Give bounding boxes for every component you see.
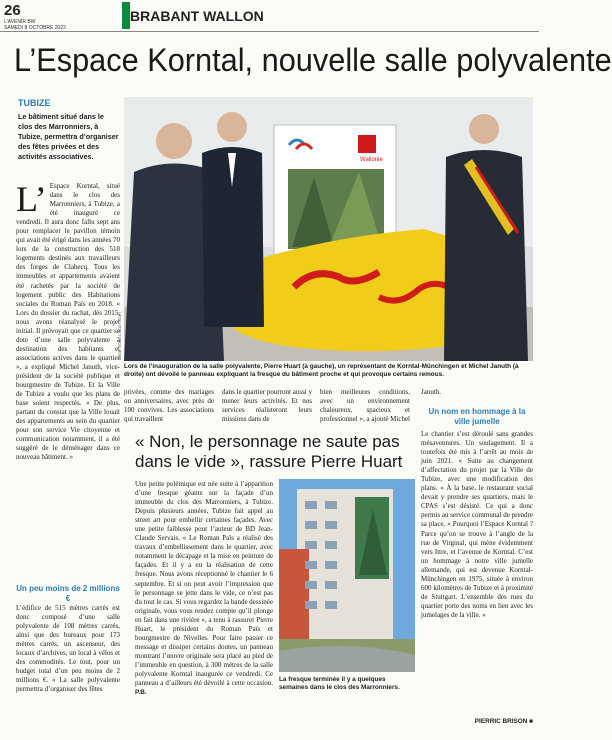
body-text: Espace Korntal, situé dans le clos des Marronniers, à Tubize, a été inauguré ce vendredi. Il aura donc fallu sept ans pour remplacer le pavillon témoin qui avait été érigé dans les années 70 lors de la construction des 518 logements destinés aux travailleurs des forges de Clabecq. Tous les immeubles et appartements avaient été rachetés par la société de logement public des Habitations sociales du Roman Païs en 2018. « Lors du dossier du rachat, dès 2015, nous avons réanalysé le projet initial. Il prévoyait que ce quartier se dote d’une salle polyvalente à destination des habitants et associations actives dans le quartier », a expliqué Michel Januth, vice-président de la société publique et bourgmestre de Tubize. Et la Ville de Tubize a voulu que les plans de base soient respectés. « De plus, partant du constat que la Ville louait des appartements au sein du quartier pour son service Vie citoyenne et communication notamment, il a été suggéré de le déménager dans ce nouveau bâtiment. » bbox=[16, 182, 120, 462]
fresco-photo bbox=[279, 479, 415, 672]
standfirst: Le bâtiment situé dans le clos des Marronniers, à Tubize, permettra d’organiser des fêtes privées et des activités associatives. bbox=[18, 112, 119, 161]
section-title: BRABANT WALLON bbox=[130, 8, 264, 24]
fresco-illustration bbox=[279, 479, 415, 672]
sidebar-body-text: Une petite polémique est née suite à l’apparition d’une fresque géante sur la façade d’un immeuble du clos des Marronniers, à Tubize. Depuis plusieurs années, Tubize fait appel au street art pour embellir certaines façades. Avec une petite faiblesse pour l’auteur de BD Jean-Claude Servais. « Le Roman Païs a réalisé des travaux d’embellissement dans le quartier, avec notamment le décapage et la mise en peinture de façades. Et il y a eu la réalisation de cette fresque. Nous avons réceptionné le chantier le 6 septembre. Et si on peut avoir l’impression que le personnage se jette dans le vide, ce n’est pas du tout le cas. Si vous regardez la bande dessinée originale, vous vous rendez compte qu’il plonge en fait dans une rivière », a tenu à rassurer Pierre Huart, le président du Roman Païs et bourgmestre de Nivelles. Pour faire passer ce message et dissiper certains doutes, un panneau montrant l’œuvre originale sera placé au pied de l’immeuble en question, à 300 mètres de la salle polyvalente Korntal inaugurée ce vendredi. Ce panneau a d’ailleurs été dévoilé à cette occasion. bbox=[135, 480, 274, 688]
headline: L’Espace Korntal, nouvelle salle polyvalente bbox=[14, 42, 612, 78]
issue-date: SAMEDI 8 OCTOBRE 2022 bbox=[4, 25, 66, 31]
sidebar-signature: P.B. bbox=[135, 689, 147, 697]
kicker: TUBIZE bbox=[18, 98, 51, 108]
panel-brand-text: Wallonie bbox=[360, 157, 383, 163]
drop-cap: L’ bbox=[16, 179, 47, 219]
article-column-4a: bien meilleures conditions, avec un environnement chaleureux, spacieux et professionnel », a ajouté Michel bbox=[320, 388, 411, 424]
fresco-photo-caption: La fresque terminée il y a quelques semaines dans le clos des Marronniers. bbox=[279, 676, 400, 691]
author-signature bbox=[452, 718, 533, 725]
inauguration-illustration bbox=[124, 97, 533, 361]
photo-caption: Lors de l’inauguration de la salle polyvalente, Pierre Huart (à gauche), un représentant de Korntal-Münchingen et Michel Januth (à droite) ont dévoilé le panneau expliquant la fresque du bâtiment proche et qui provoque certains remous. bbox=[124, 363, 519, 378]
article-column-1b: L’édifice de 515 mètres carrés est donc composé d’une salle polyvalente de 108 mètres carrés, ainsi que des bureaux pour 173 mètres carrés, un ascenseur, des locaux d’archives, un local à vélos et des commodités. Le tout, pour un budget total d’un peu moins de 2 millions €. « La salle polyvalente permettra d’organiser des fêtes bbox=[16, 604, 120, 694]
subheading-jumelage: Un nom en hommage à la ville jumelle bbox=[428, 407, 526, 426]
section-color-bar bbox=[122, 2, 130, 29]
inauguration-photo bbox=[124, 97, 533, 361]
article-column-1 bbox=[16, 179, 120, 562]
header-rule bbox=[0, 31, 539, 32]
article-column-5b: Le chantier s’est déroulé sans grandes mésaventures. Un soulagement. Il a toutefois été mis à l’arrêt au mois de juin 2021. « Suite au changement d’affectation du projet par la Ville de Tubize, avec une modification des plans. » À la base, le restaurant social devait y prendre ses quartiers, mais le CPAS s’est désisté. Ce qui a donc permis au service communal de prendre sa place. « Pourquoi l’Espace Korntal ? Parce qu’on se trouve à l’angle de la rue de Virginal, qui mène évidemment vers Ittre, et l’avenue de Korntal. C’est un hommage à notre ville jumelle allemande, qui est devenue Korntal-Münchingen en 1975, située à environ 600 kilomètres de Tubize et à proximité de Stuttgart. L’ensemble des rues du quartier porte des noms en lien avec les jumelages de la ville. » bbox=[421, 430, 533, 619]
publication-name: L'AVENIR BW bbox=[4, 19, 36, 25]
page-number: 26 bbox=[4, 2, 21, 19]
photo-credit: AMDB - EDA/J.C.BOUTTELET bbox=[118, 311, 122, 360]
secondary-headline: « Non, le personnage ne saute pas dans le vide », rassure Pierre Huart bbox=[135, 432, 403, 471]
sidebar-article-body bbox=[135, 480, 273, 726]
publication-date bbox=[4, 19, 66, 31]
end-mark-icon: ■ bbox=[527, 718, 533, 725]
article-column-2a: privées, comme des mariages ou anniversaires, avec près de 100 convives. Les associations qui travaillent bbox=[124, 388, 214, 424]
article-column-5a: Januth. bbox=[421, 388, 442, 396]
subheading: Un peu moins de 2 millions € bbox=[16, 584, 120, 603]
author-name: PIERRIC BRISON bbox=[474, 718, 528, 725]
article-column-3a: dans le quartier pourront aussi y mener leurs activités. Et nos services réalisteront leurs missions dans de bbox=[222, 388, 313, 424]
